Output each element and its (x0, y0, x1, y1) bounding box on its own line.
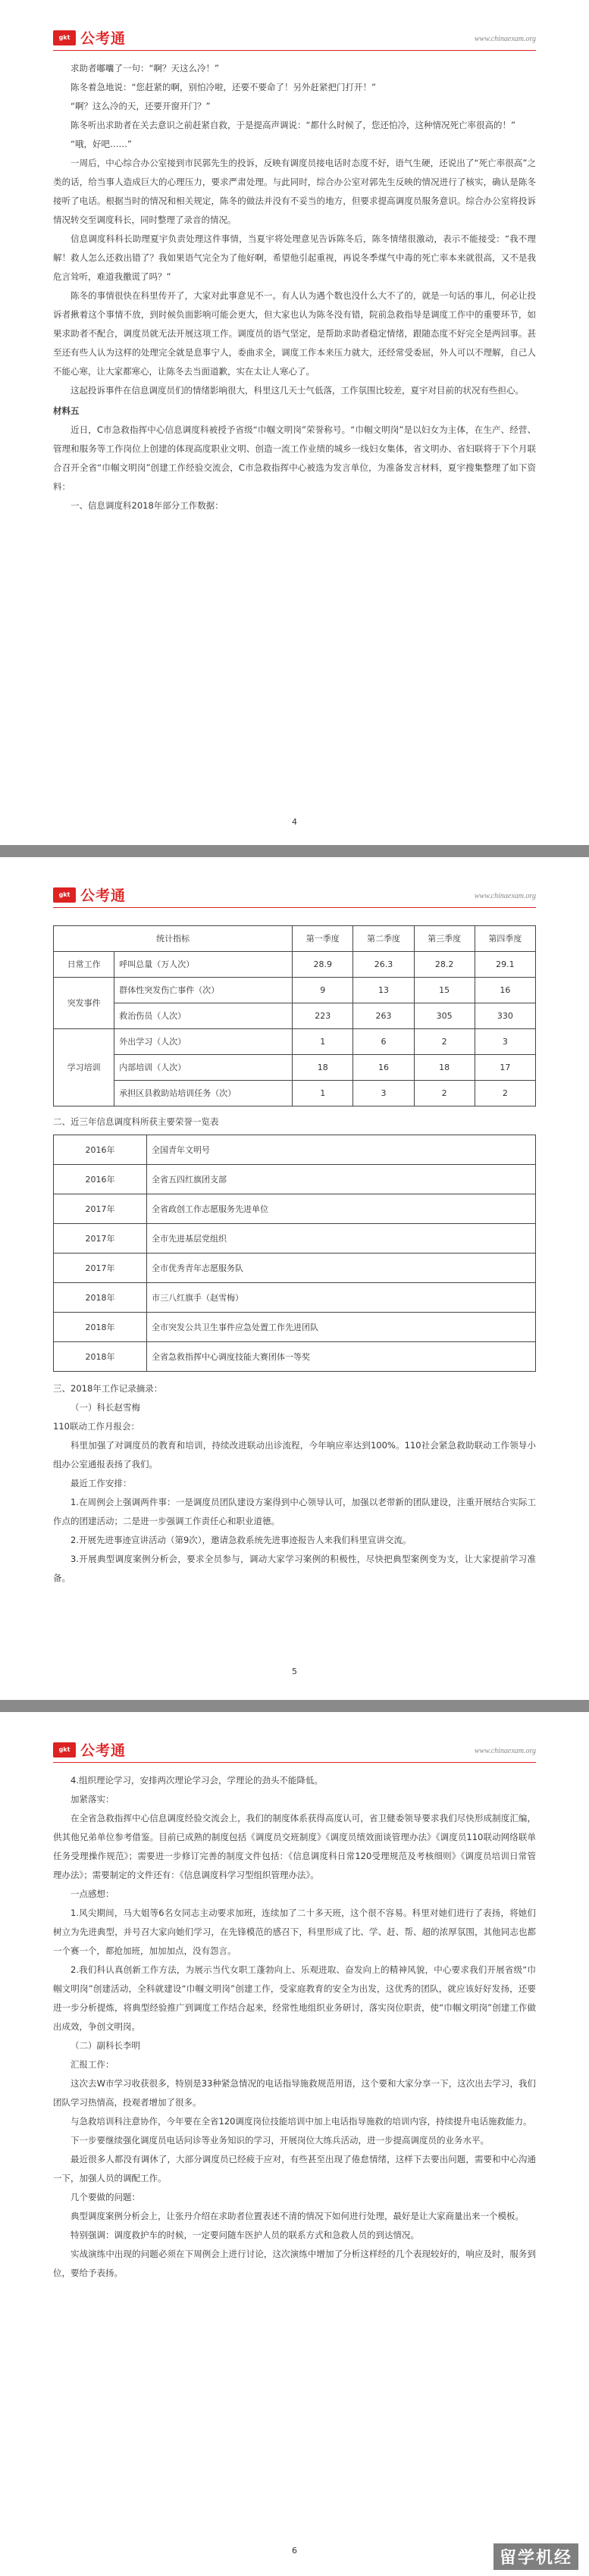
row-label: 内部培训（人次） (114, 1055, 293, 1081)
paragraph: 最近工作安排： (70, 1478, 132, 1488)
page-body (53, 59, 536, 515)
paragraph: 2.我们科认真创新工作方法，为展示当代女职工蓬勃向上、乐观进取、奋发向上的精神风貌，中心要求我们开展省级“巾帼文明岗”创建活动，全科就建设“巾帼文明岗”创建工作，受家庭教育的安全为出发，这优秀的团队，就应该好好发扬，还要进一步分析提炼，将典型经验推广到调度工作结合起来，经常性地组织业务研讨，落实岗位职责，使“巾帼文明岗”创建工作做出成效，争创文明岗。 (53, 1964, 536, 2032)
row-group-label: 学习培训 (54, 1029, 114, 1106)
page-header (53, 880, 536, 908)
brand-name: 公考通 (80, 887, 127, 904)
table-row (54, 1342, 536, 1372)
document-page-4 (0, 0, 589, 845)
header-url: www.chinaexam.org (474, 35, 536, 43)
honor-name: 全省急救指挥中心调度技能大赛团体一等奖 (147, 1342, 536, 1372)
honor-year: 2018年 (54, 1283, 147, 1313)
table-cell: 3 (475, 1029, 535, 1055)
paragraph-list (53, 1771, 536, 2283)
paragraph: 求助者嘟囔了一句：“啊？天这么冷！” (70, 63, 219, 74)
honor-year: 2018年 (54, 1342, 147, 1372)
paragraph: 一周后，中心综合办公室接到市民郭先生的投诉，反映有调度员接电话时态度不好，语气生硬，还说出了“死亡率很高”之类的话，给当事人造成巨大的心理压力，要求严肃处理。与此同时，综合办公室对郭先生反映的情况进行了核实，确认是陈冬接听了电话。根据当时的情况和相关规定，陈冬的做法并没有不妥当的地方，但要求提高调度员服务意识。综合办公室将投诉情况转交至调度科长，同时整理了录音的情况。 (53, 158, 536, 225)
honor-year: 2018年 (54, 1313, 147, 1342)
paragraph: 1.在周例会上强调两件事：一是调度员团队建设方案得到中心领导认可，加强以老带新的团队建设，注重开展结合实际工作点的团建活动；二是进一步强调工作责任心和职业道德。 (53, 1497, 536, 1526)
paragraph: 科里加强了对调度员的教育和培训，持续改进联动出诊流程，今年响应率达到100%。110社会紧急救助联动工作领导小组办公室通报表扬了我们。 (53, 1440, 536, 1470)
page-header (53, 1735, 536, 1763)
column-header: 统计指标 (54, 926, 293, 952)
honor-name: 全国青年文明号 (147, 1135, 536, 1165)
table-row (54, 1029, 536, 1055)
table-cell: 9 (293, 978, 353, 1003)
paragraph: “哦，好吧……” (70, 139, 132, 149)
table-cell: 16 (475, 978, 535, 1003)
page-body (53, 925, 536, 1588)
paragraph: 近日，C市急救指挥中心信息调度科被授予省级“巾帼文明岗”荣誉称号。“巾帼文明岗”是以妇女为主体，在生产、经营、管理和服务等工作岗位上创建的体现高度职业文明、创造一流工作业绩的城乡一线妇女集体，省文明办、省妇联将于下个月联合召开全省“巾帼文明岗”创建工作经验交流会，C市急救指挥中心被选为发言单位，为准备发言材料，夏宇搜集整理了如下资料： (53, 424, 536, 492)
paragraph: 在全省急救指挥中心信息调度经验交流会上，我们的制度体系获得高度认可，省卫健委领导要求我们尽快形成制度汇编，供其他兄弟单位参考借鉴。目前已成熟的制度包括《调度员交班制度》《调度员绩效面谈管理办法》《调度员110联动网络联单任务受理操作规范》；需要进一步修订完善的制度文件包括：《信息调度科日常120受理规范及考核细则》《调度员培训日常管理办法》；需要制定的文件还有：《信息调度科学习型组织管理办法》。 (53, 1813, 536, 1880)
table-cell: 6 (353, 1029, 414, 1055)
paragraph: 汇报工作： (70, 2059, 114, 2070)
honor-name: 全省政创工作志愿服务先进单位 (147, 1194, 536, 1224)
table-cell: 18 (293, 1055, 353, 1081)
section-title: 材料五 (53, 405, 80, 416)
paragraph: 110联动工作月报会： (53, 1421, 139, 1432)
table-row (54, 978, 536, 1003)
page-number: 4 (292, 817, 297, 827)
paragraph: 最近很多人都没有调休了，大部分调度员已经疲于应对，有些甚至出现了倦怠情绪，这样下去要出问题，需要和中心沟通一下，加强人员的调配工作。 (53, 2154, 536, 2183)
table-cell: 28.2 (414, 952, 475, 978)
table-row (54, 1313, 536, 1342)
table-row (54, 1165, 536, 1194)
honor-name: 市三八红旗手（赵雪梅） (147, 1283, 536, 1313)
table-row (54, 1224, 536, 1254)
page-body (53, 1771, 536, 2283)
brand-name: 公考通 (80, 30, 127, 47)
paragraph: （二）副科长李明 (70, 2040, 140, 2051)
brand-logo (53, 1739, 126, 1760)
row-label: 外出学习（人次） (114, 1029, 293, 1055)
table-cell: 2 (475, 1081, 535, 1106)
honor-year: 2016年 (54, 1165, 147, 1194)
page-number: 6 (292, 2546, 297, 2556)
column-header: 第四季度 (475, 926, 535, 952)
section-paragraph-list (53, 421, 536, 515)
table-cell: 305 (414, 1003, 475, 1029)
paragraph: 一点感想： (70, 1889, 114, 1899)
paragraph: （一）科长赵雪梅 (70, 1402, 140, 1413)
paragraph-list (53, 1379, 536, 1588)
table-header-row (54, 926, 536, 952)
paragraph-list (53, 59, 536, 400)
table-cell: 223 (293, 1003, 353, 1029)
honor-year: 2016年 (54, 1135, 147, 1165)
paragraph: 这起投诉事件在信息调度员们的情绪影响很大，科里这几天士气低落，工作氛围比较差，夏宇对目前的状况有些担心。 (70, 385, 524, 396)
watermark (472, 2535, 578, 2570)
column-header: 第二季度 (353, 926, 414, 952)
honor-name: 全省五四红旗团支部 (147, 1165, 536, 1194)
row-group-label: 突发事件 (54, 978, 114, 1029)
table-cell: 29.1 (475, 952, 535, 978)
paragraph: 典型调度案例分析会上，让张丹介绍在求助者位置表述不清的情况下如何进行处理，最好是让大家商量出来一个模板。 (70, 2211, 524, 2221)
document-page-5 (0, 857, 589, 1700)
work-data-table (53, 925, 536, 1106)
table-cell: 18 (414, 1055, 475, 1081)
table-cell: 3 (353, 1081, 414, 1106)
row-label: 承担区县救助站培训任务（次） (114, 1081, 293, 1106)
honor-name: 全市突发公共卫生事件应急处置工作先进团队 (147, 1313, 536, 1342)
column-header: 第三季度 (414, 926, 475, 952)
honor-year: 2017年 (54, 1224, 147, 1254)
table-cell: 1 (293, 1081, 353, 1106)
honor-name: 全市先进基层党组织 (147, 1224, 536, 1254)
paragraph: 3.开展典型调度案例分析会，要求全员参与，调动大家学习案例的积极性，尽快把典型案例变为支，让大家提前学习准备。 (53, 1554, 536, 1583)
paragraph: 一、信息调度科2018年部分工作数据： (70, 500, 224, 511)
table-cell: 15 (414, 978, 475, 1003)
row-group-label: 日常工作 (54, 952, 114, 978)
table-row (54, 1283, 536, 1313)
honor-year: 2017年 (54, 1194, 147, 1224)
table-row (54, 1003, 536, 1029)
table-row (54, 1055, 536, 1081)
paragraph: 三、2018年工作记录摘录： (53, 1383, 163, 1394)
header-url: www.chinaexam.org (474, 1747, 536, 1755)
table-cell: 2 (414, 1081, 475, 1106)
table-row (54, 1081, 536, 1106)
table-row (54, 1254, 536, 1283)
paragraph: 与急救培训科注意协作，今年要在全省120调度岗位技能培训中加上电话指导施救的培训内容，持续提升电话施救能力。 (70, 2116, 532, 2127)
table-row (54, 1194, 536, 1224)
table-cell: 28.9 (293, 952, 353, 978)
brand-logo (53, 884, 126, 905)
honors-heading: 二、近三年信息调度科所获主要荣誉一览表 (53, 1116, 219, 1127)
honors-table (53, 1135, 536, 1372)
brand-mark-icon: gkt (53, 1742, 76, 1758)
paragraph: 陈冬的事情很快在科里传开了，大家对此事意见不一。有人认为遇个数也没什么大不了的，就是一句话的事儿，何必让投诉者揪着这个事情不放，到时候负面影响可能会更大，但大家也认为陈冬没有错，院前急救指导是调度工作中的重要环节，如果求助者不配合，调度员就无法开展这项工作。调度员的语气坚定，是帮助求助者稳定情绪，跟随态度不好完全是两回事。甚至还有些人认为这样的处理完全就是息事宁人，委曲求全，调度工作本来压力就大，还经常受委屈，外人可以不理解，自己人不能心寒，让大家都寒心，让陈冬去当面道歉，实在太让人寒心了。 (53, 290, 536, 377)
paragraph: 陈冬听出求助者在关去意识之前赶紧自救，于是提高声调说：“都什么时候了，您还怕冷，这种情况死亡率很高的！” (70, 120, 515, 130)
brand-name: 公考通 (80, 1742, 127, 1759)
paragraph: 加紧落实： (70, 1794, 114, 1804)
brand-mark-icon: gkt (53, 887, 76, 903)
page-header (53, 23, 536, 51)
paragraph: 这次去W市学习收获很多，特别是33种紧急情况的电话指导施救规范用语，这个要和大家分享一下，这次出去学习，我们团队学习热情高，投观者增加了很多。 (53, 2078, 536, 2108)
header-url: www.chinaexam.org (474, 892, 536, 900)
table-cell: 330 (475, 1003, 535, 1029)
table-cell: 16 (353, 1055, 414, 1081)
table-cell: 2 (414, 1029, 475, 1055)
table-cell: 13 (353, 978, 414, 1003)
paragraph: “啊？这么冷的天，还要开窗开门？” (70, 101, 211, 111)
page-number: 5 (292, 1667, 297, 1676)
table-cell: 26.3 (353, 952, 414, 978)
table-cell: 1 (293, 1029, 353, 1055)
column-header: 第一季度 (293, 926, 353, 952)
row-label: 救治伤员（人次） (114, 1003, 293, 1029)
paragraph: 1.风尖期间，马大姐等6名女同志主动要求加班，连续加了二十多天班，这个很不容易。科里对她们进行了表扬，将她们树立为先进典型，并号召大家向她们学习，在先锋模范的感召下，科里形成了比、学、赶、帮、超的浓厚氛围，其他同志也都一个赛一个，都抢加班，加加加点，没有怨言。 (53, 1908, 536, 1956)
honor-year: 2017年 (54, 1254, 147, 1283)
watermark-text: 留学机经 (493, 2543, 578, 2570)
paragraph: 几个要做的问题： (70, 2192, 140, 2202)
paragraph: 下一步要继续强化调度员电话问诊等业务知识的学习，开展岗位大练兵活动，进一步提高调度员的业务水平。 (70, 2135, 489, 2146)
row-label: 呼叫总量（万人次） (114, 952, 293, 978)
table-cell: 263 (353, 1003, 414, 1029)
paragraph: 特别强调：调度救护车的时候，一定要问随车医护人员的联系方式和急救人员的到达情况。 (70, 2230, 419, 2240)
paragraph: 4.组织理论学习，安排两次理论学习会，学理论的劲头不能降低。 (70, 1775, 323, 1786)
table-row (54, 952, 536, 978)
paragraph: 2.开展先进事迹宣讲活动（第9次），邀请急救系统先进事迹报告人来我们科里宣讲交流。 (70, 1535, 412, 1545)
brand-logo (53, 27, 126, 48)
document-page-6 (0, 1712, 589, 2576)
paragraph: 信息调度科科长助理夏宇负责处理这件事情，当夏宇将处理意见告诉陈冬后，陈冬情绪很激动，表示不能接受：“我不理解！救人怎么还救出错了？我如果语气完全为了他好啊，希望他引起重视，再说冬季煤气中毒的死亡率本来就很高，又不是我危言耸听，难道我撒谎了吗？” (53, 233, 536, 282)
paragraph: 陈冬着急地说：“您赶紧的啊，别怕冷啦，还要不要命了！另外赶紧把门打开！” (70, 82, 376, 92)
table-cell: 17 (475, 1055, 535, 1081)
row-label: 群体性突发伤亡事件（次） (114, 978, 293, 1003)
brand-mark-icon: gkt (53, 30, 76, 45)
paragraph: 实战演练中出现的问题必须在下周例会上进行讨论，这次演练中增加了分析这样经的几个表现较好的，响应及时，服务到位，要给予表扬。 (53, 2249, 536, 2278)
table-row (54, 1135, 536, 1165)
honor-name: 全市优秀青年志愿服务队 (147, 1254, 536, 1283)
